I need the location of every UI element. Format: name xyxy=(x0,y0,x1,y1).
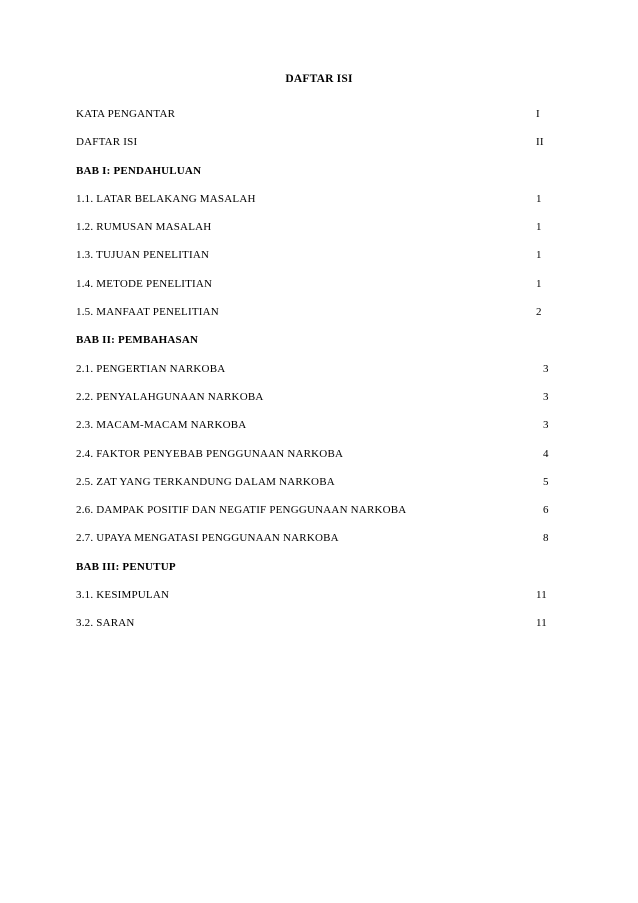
toc-entry-label: BAB II: PEMBAHASAN xyxy=(76,334,199,347)
table-of-contents xyxy=(76,100,556,638)
toc-entry-label: 2.1. PENGERTIAN NARKOBA xyxy=(76,362,226,375)
toc-entry-page: 3 xyxy=(543,419,549,432)
toc-entry-page: 1 xyxy=(536,249,542,262)
toc-entry xyxy=(76,440,556,468)
toc-entry-label: 2.7. UPAYA MENGATASI PENGGUNAAN NARKOBA xyxy=(76,532,339,545)
toc-entry xyxy=(76,383,556,411)
toc-entry-page: II xyxy=(536,136,544,149)
toc-entry-label: 2.6. DAMPAK POSITIF DAN NEGATIF PENGGUNAAN NARKOBA xyxy=(76,504,407,517)
toc-entry-page: 1 xyxy=(536,277,542,290)
toc-entry-label: 2.4. FAKTOR PENYEBAB PENGGUNAAN NARKOBA xyxy=(76,447,344,460)
toc-chapter-heading xyxy=(76,326,556,354)
toc-entry-label: BAB III: PENUTUP xyxy=(76,560,176,573)
toc-entry-page: 1 xyxy=(536,221,542,234)
toc-chapter-heading xyxy=(76,157,556,185)
toc-entry-page: 11 xyxy=(536,617,547,630)
toc-entry-page: 5 xyxy=(543,475,549,488)
toc-entry-page: 6 xyxy=(543,504,549,517)
toc-entry-label: 1.2. RUMUSAN MASALAH xyxy=(76,221,212,234)
toc-entry-page: 3 xyxy=(543,362,549,375)
toc-entry xyxy=(76,185,556,213)
toc-entry-label: 2.5. ZAT YANG TERKANDUNG DALAM NARKOBA xyxy=(76,475,335,488)
toc-entry-label: 3.1. KESIMPULAN xyxy=(76,589,170,602)
toc-entry-label: DAFTAR ISI xyxy=(76,136,138,149)
toc-entry-label: BAB I: PENDAHULUAN xyxy=(76,164,202,177)
toc-entry-label: 3.2. SARAN xyxy=(76,617,135,630)
toc-entry-label: 1.4. METODE PENELITIAN xyxy=(76,277,213,290)
toc-entry xyxy=(76,411,556,439)
toc-entry xyxy=(76,241,556,269)
toc-entry-label: 2.2. PENYALAHGUNAAN NARKOBA xyxy=(76,390,264,403)
toc-entry-page: 3 xyxy=(543,390,549,403)
toc-entry-label: 1.3. TUJUAN PENELITIAN xyxy=(76,249,210,262)
toc-chapter-heading xyxy=(76,553,556,581)
toc-entry xyxy=(76,100,556,128)
toc-entry-page: 8 xyxy=(543,532,549,545)
toc-entry xyxy=(76,581,556,609)
toc-entry xyxy=(76,609,556,637)
toc-entry-page: I xyxy=(536,108,540,120)
toc-entry-label: KATA PENGANTAR xyxy=(76,108,176,120)
toc-entry-page: 4 xyxy=(543,447,549,460)
toc-entry-page: 11 xyxy=(536,589,547,602)
toc-entry xyxy=(76,355,556,383)
toc-entry-page: 1 xyxy=(536,192,542,205)
toc-entry xyxy=(76,496,556,524)
toc-entry xyxy=(76,298,556,326)
toc-entry xyxy=(76,270,556,298)
page-title: DAFTAR ISI xyxy=(285,73,353,85)
toc-entry-page: 2 xyxy=(536,306,542,319)
toc-entry xyxy=(76,468,556,496)
toc-entry-label: 1.1. LATAR BELAKANG MASALAH xyxy=(76,192,256,205)
toc-entry-label: 2.3. MACAM-MACAM NARKOBA xyxy=(76,419,247,432)
toc-entry xyxy=(76,524,556,552)
toc-entry xyxy=(76,128,556,156)
toc-entry-label: 1.5. MANFAAT PENELITIAN xyxy=(76,306,219,319)
toc-entry xyxy=(76,213,556,241)
